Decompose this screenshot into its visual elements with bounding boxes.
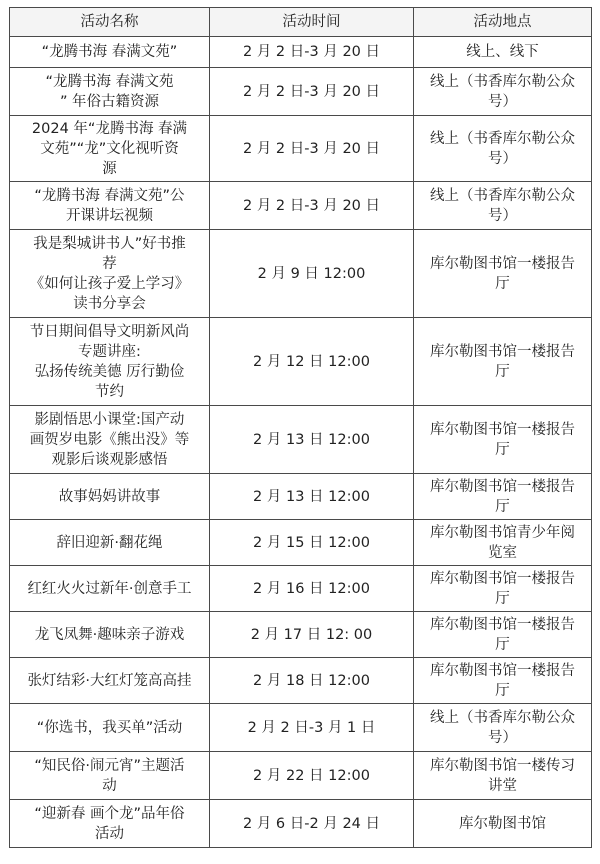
activity-name: “龙腾书海 春满文苑” (10, 37, 210, 68)
activity-location: 线上（书香库尔勒公众 号） (414, 116, 592, 182)
activity-time: 2 月 12 日 12:00 (210, 318, 414, 406)
activity-time: 2 月 2 日-3 月 20 日 (210, 37, 414, 68)
activity-time: 2 月 2 日-3 月 20 日 (210, 68, 414, 116)
activity-location: 库尔勒图书馆一楼报告 厅 (414, 566, 592, 612)
activity-time: 2 月 6 日-2 月 24 日 (210, 800, 414, 848)
activity-location: 线上（书香库尔勒公众 号） (414, 704, 592, 752)
activity-location: 库尔勒图书馆一楼报告 厅 (414, 474, 592, 520)
activity-name: 我是梨城讲书人”好书推 荐 《如何让孩子爱上学习》 读书分享会 (10, 230, 210, 318)
activity-location: 库尔勒图书馆一楼报告 厅 (414, 230, 592, 318)
table-row (10, 406, 592, 474)
activity-time: 2 月 17 日 12: 00 (210, 612, 414, 658)
table-row (10, 230, 592, 318)
activity-name: 故事妈妈讲故事 (10, 474, 210, 520)
activity-location: 库尔勒图书馆 (414, 800, 592, 848)
activity-time: 2 月 2 日-3 月 20 日 (210, 182, 414, 230)
activity-location: 库尔勒图书馆一楼报告 厅 (414, 318, 592, 406)
activity-time: 2 月 16 日 12:00 (210, 566, 414, 612)
table-row (10, 704, 592, 752)
activity-name: 张灯结彩·大红灯笼高高挂 (10, 658, 210, 704)
activity-schedule-table (9, 7, 592, 848)
table-row (10, 318, 592, 406)
activity-time: 2 月 2 日-3 月 1 日 (210, 704, 414, 752)
table-row (10, 800, 592, 848)
activity-name: “龙腾书海 春满文苑 ” 年俗古籍资源 (10, 68, 210, 116)
header-activity-name: 活动名称 (10, 8, 210, 37)
activity-time: 2 月 18 日 12:00 (210, 658, 414, 704)
table-row (10, 612, 592, 658)
activity-time: 2 月 9 日 12:00 (210, 230, 414, 318)
activity-time: 2 月 13 日 12:00 (210, 474, 414, 520)
activity-location: 库尔勒图书馆青少年阅 览室 (414, 520, 592, 566)
activity-time: 2 月 22 日 12:00 (210, 752, 414, 800)
activity-location: 库尔勒图书馆一楼报告 厅 (414, 658, 592, 704)
activity-name: 辞旧迎新·翻花绳 (10, 520, 210, 566)
table-row (10, 116, 592, 182)
header-activity-time: 活动时间 (210, 8, 414, 37)
activity-name: 2024 年“龙腾书海 春满 文苑”“龙”文化视听资 源 (10, 116, 210, 182)
table-header-row (10, 8, 592, 37)
activity-name: “你选书，我买单”活动 (10, 704, 210, 752)
activity-name: 影剧悟思小课堂:国产动 画贺岁电影《熊出没》等 观影后谈观影感悟 (10, 406, 210, 474)
table-row (10, 37, 592, 68)
activity-time: 2 月 2 日-3 月 20 日 (210, 116, 414, 182)
activity-location: 线上、线下 (414, 37, 592, 68)
activity-time: 2 月 13 日 12:00 (210, 406, 414, 474)
activity-name: 龙飞凤舞·趣味亲子游戏 (10, 612, 210, 658)
activity-location: 库尔勒图书馆一楼报告 厅 (414, 612, 592, 658)
table-row (10, 658, 592, 704)
activity-name: 红红火火过新年·创意手工 (10, 566, 210, 612)
table-row (10, 520, 592, 566)
table-row (10, 752, 592, 800)
activity-name: “龙腾书海 春满文苑”公 开课讲坛视频 (10, 182, 210, 230)
activity-name: “知民俗·闹元宵”主题活 动 (10, 752, 210, 800)
activity-location: 库尔勒图书馆一楼传习 讲堂 (414, 752, 592, 800)
table-row (10, 474, 592, 520)
table-row (10, 182, 592, 230)
header-activity-location: 活动地点 (414, 8, 592, 37)
table-row (10, 566, 592, 612)
activity-name: “迎新春 画个龙”品年俗 活动 (10, 800, 210, 848)
activity-time: 2 月 15 日 12:00 (210, 520, 414, 566)
table-row (10, 68, 592, 116)
activity-location: 库尔勒图书馆一楼报告 厅 (414, 406, 592, 474)
activity-location: 线上（书香库尔勒公众 号） (414, 182, 592, 230)
activity-location: 线上（书香库尔勒公众 号） (414, 68, 592, 116)
activity-name: 节日期间倡导文明新风尚 专题讲座: 弘扬传统美德 厉行勤俭 节约 (10, 318, 210, 406)
